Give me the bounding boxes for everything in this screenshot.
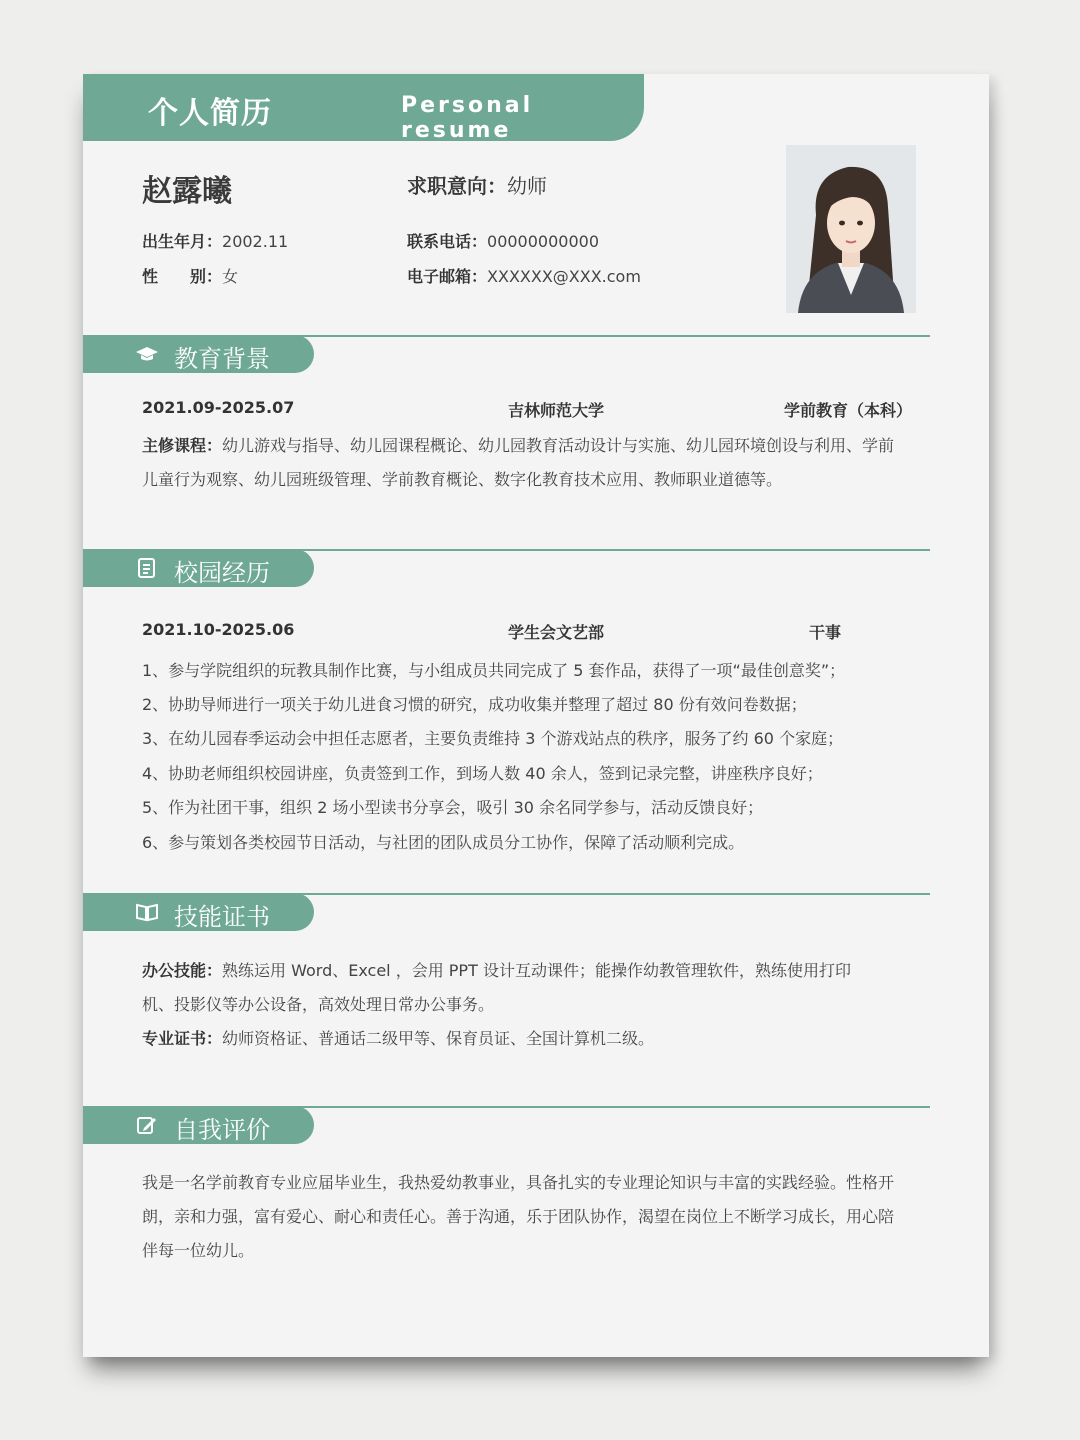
courses-label: 主修课程： [142,436,223,455]
education-date: 2021.09-2025.07 [142,398,295,417]
title-cn: 个人简历 [148,96,272,131]
email-label: 电子邮箱： [407,267,488,286]
email-row [407,264,641,287]
self-evaluation [142,1166,962,1268]
office-skills [142,954,942,1056]
clipboard-icon [135,558,159,578]
header-banner [83,74,644,141]
self-line1: 我是一名学前教育专业应届毕业生，我热爱幼教事业，具备扎实的专业理论知识与丰富的实践经验。性格开 [142,1173,895,1192]
phone-value: 00000000000 [487,232,599,251]
cert-value: 幼师资格证、普通话二级甲等、保育员证、全国计算机二级。 [222,1029,655,1048]
resume-paper [83,74,989,1357]
office-line2: 机、投影仪等办公设备，高效处理日常办公事务。 [142,995,495,1014]
gender-row [142,264,238,287]
education-title: 教育背景 [174,345,270,373]
campus-item: 6、参与策划各类校园节日活动，与社团的团队成员分工协作，保障了活动顺利完成。 [142,833,745,852]
education-courses [142,429,942,497]
campus-item: 3、在幼儿园春季运动会中担任志愿者，主要负责维持 3 个游戏站点的秩序，服务了约 60 个家庭； [142,729,844,748]
skills-title: 技能证书 [174,903,270,931]
book-icon [135,902,159,922]
campus-item: 2、协助导师进行一项关于幼儿进食习惯的研究，成功收集并整理了超过 80 份有效问卷数据； [142,695,807,714]
campus-title: 校园经历 [174,559,270,587]
courses-line2: 儿童行为观察、幼儿园班级管理、学前教育概论、数字化教育技术应用、教师职业道德等。 [142,470,783,489]
campus-date: 2021.10-2025.06 [142,620,295,639]
education-school: 吉林师范大学 [508,401,605,420]
email-value: XXXXXX@XXX.com [487,267,641,286]
job-intent [407,170,547,199]
skills-section-tab [83,893,314,931]
self-line3: 伴每一位幼儿。 [142,1241,255,1260]
cert-label: 专业证书： [142,1029,223,1048]
campus-role: 干事 [809,623,842,642]
self-section-tab [83,1106,314,1144]
birth-label: 出生年月： [142,232,223,251]
education-section-tab [83,335,314,373]
education-major: 学前教育（本科） [784,401,913,420]
candidate-name: 赵露曦 [142,174,232,209]
campus-org: 学生会文艺部 [508,623,605,642]
courses-line1: 幼儿游戏与指导、幼儿园课程概论、幼儿园教育活动设计与实施、幼儿园环境创设与利用、学前 [222,436,895,455]
phone-row [407,229,599,252]
campus-section-tab [83,549,314,587]
title-en: Personal resume [401,93,534,143]
campus-item: 1、参与学院组织的玩教具制作比赛，与小组成员共同完成了 5 套作品，获得了一项“最佳创意奖”； [142,661,846,680]
intent-value: 幼师 [507,174,547,198]
gender-label: 性 别： [142,267,223,286]
self-title: 自我评价 [174,1116,270,1144]
self-line2: 朗，亲和力强，富有爱心、耐心和责任心。善于沟通，乐于团队协作，渴望在岗位上不断学习成长，用心陪 [142,1207,895,1226]
office-line1: 熟练运用 Word、Excel ，会用 PPT 设计互动课件；能操作幼教管理软件，熟练使用打印 [222,961,851,980]
office-label: 办公技能： [142,961,223,980]
campus-item: 4、协助老师组织校园讲座，负责签到工作，到场人数 40 余人，签到记录完整，讲座秩序良好； [142,764,823,783]
profile-photo [786,145,916,313]
phone-label: 联系电话： [407,232,488,251]
gender-value: 女 [222,267,239,286]
graduation-cap-icon [135,344,159,364]
birth-value: 2002.11 [222,232,289,251]
intent-label: 求职意向： [407,174,507,198]
birth-row [142,229,288,252]
campus-item: 5、作为社团干事，组织 2 场小型读书分享会，吸引 30 余名同学参与，活动反馈良好； [142,798,764,817]
edit-icon [135,1115,159,1135]
